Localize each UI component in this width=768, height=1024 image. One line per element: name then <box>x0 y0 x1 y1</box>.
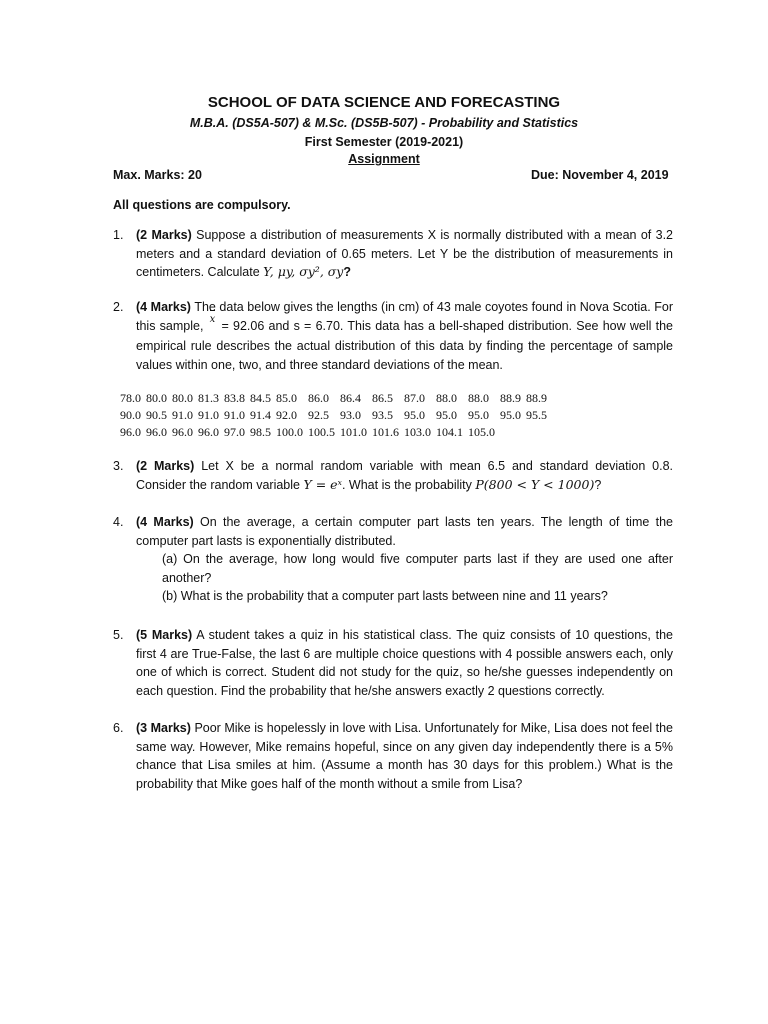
question-text: Let X be a normal random variable with mean 6.5 and standard deviation 0.8. Consider the random variable <box>136 459 674 492</box>
page-title: SCHOOL OF DATA SCIENCE AND FORECASTING <box>207 94 561 111</box>
coyote-lengths-table <box>120 390 552 441</box>
question-text: The data below gives the lengths (in cm) of 43 male coyotes found in Nova Scotia. For this sample, <box>136 300 673 333</box>
table-cell: 95.0 <box>404 408 425 422</box>
table-cell: 91.0 <box>224 408 245 422</box>
course-subtitle: M.B.A. (DS5A-507) & M.Sc. (DS5B-507) - Probability and Statistics <box>189 116 579 130</box>
table-cell: 80.0 <box>172 391 193 405</box>
table-cell: 80.0 <box>146 391 167 405</box>
question-math-variable: Y = eˣ <box>303 476 342 492</box>
question-text-continued: . What is the probability <box>341 477 472 492</box>
table-cell: 96.0 <box>120 425 141 439</box>
question-2 <box>113 298 673 374</box>
question-text: Suppose a distribution of measurements X is normally distributed with a mean of 3.2 meters and a standard deviation of 0.65 meters. Let Y be the distribution of measurements in centimeters. Calculate <box>136 228 674 279</box>
table-cell: 87.0 <box>404 391 425 405</box>
question-text: Poor Mike is hopelessly in love with Lisa. Unfortunately for Mike, Lisa does not feel the same way. However, Mike remains hopeful, since on any given day independently there is a 5% chance that Lisa smiles at him. (Assume a month has 30 days for this problem.) What is the probability that Mike goes half of the month without a smile from Lisa? <box>136 721 673 791</box>
question-math: Y, μy, σy², σy <box>263 264 344 279</box>
table-cell: 97.0 <box>224 425 245 439</box>
table-cell: 96.0 <box>198 425 219 439</box>
table-cell: 91.0 <box>198 408 219 422</box>
table-cell: 92.0 <box>276 408 297 422</box>
sample-mean-symbol: x <box>208 311 218 330</box>
table-cell: 81.3 <box>198 391 219 405</box>
table-cell: 95.0 <box>468 408 489 422</box>
question-marks: (4 Marks) <box>136 515 194 529</box>
question-number: 1. <box>113 228 124 242</box>
question-3 <box>113 457 673 494</box>
question-part-a: (a) On the average, how long would five computer parts last if they are used one after another? <box>162 552 673 585</box>
question-number: 4. <box>113 515 124 529</box>
table-cell: 95.5 <box>526 408 547 422</box>
table-cell: 98.5 <box>250 425 271 439</box>
table-cell: 100.5 <box>308 425 335 439</box>
question-text-continued: = 92.06 and s = 6.70. This data has a bell-shaped distribution. See how well the empirical rule describes the actual distribution of this data by finding the percentage of sample values within one, two, and three standard deviations of the mean. <box>136 318 673 372</box>
table-cell: 101.0 <box>340 425 367 439</box>
table-cell: 90.5 <box>146 408 167 422</box>
table-cell: 100.0 <box>276 425 303 439</box>
table-cell: 88.9 <box>500 391 521 405</box>
table-cell: 86.4 <box>340 391 361 405</box>
table-cell: 88.0 <box>436 391 457 405</box>
table-cell: 101.6 <box>372 425 399 439</box>
question-1 <box>113 226 673 282</box>
question-marks: (4 Marks) <box>136 300 191 314</box>
question-mark: ? <box>343 265 352 279</box>
question-4 <box>113 513 673 606</box>
table-row <box>120 424 552 441</box>
table-cell: 91.4 <box>250 408 271 422</box>
table-cell: 88.0 <box>468 391 489 405</box>
question-text: A student takes a quiz in his statistical class. The quiz consists of 10 questions, the first 4 are True-False, the last 6 are multiple choice questions with 4 possible answers each, only one of which is correct. Student did not study for the quiz, so he/she guesses independently on each question. Find the probability that he/she answers exactly 2 questions correctly. <box>136 628 673 698</box>
assignment-heading: Assignment <box>348 152 420 166</box>
table-row <box>120 390 552 407</box>
table-cell: 103.0 <box>404 425 431 439</box>
question-number: 5. <box>113 628 124 642</box>
question-number: 6. <box>113 721 124 735</box>
table-cell: 93.5 <box>372 408 393 422</box>
question-text: On the average, a certain computer part lasts ten years. The length of time the computer part lasts is exponentially distributed. <box>136 515 673 548</box>
table-cell: 105.0 <box>468 425 495 439</box>
question-marks: (2 Marks) <box>136 459 195 473</box>
question-marks: (2 Marks) <box>136 228 192 242</box>
table-cell: 96.0 <box>146 425 167 439</box>
question-math-probability: P(800 < Y < 1000) <box>475 476 595 492</box>
table-row <box>120 407 552 424</box>
table-cell: 95.0 <box>500 408 521 422</box>
question-number: 2. <box>113 300 124 314</box>
table-cell: 86.0 <box>308 391 329 405</box>
question-marks: (5 Marks) <box>136 628 193 642</box>
coyote-table-body <box>120 390 552 441</box>
question-6 <box>113 719 673 793</box>
table-cell: 95.0 <box>436 408 457 422</box>
table-cell: 90.0 <box>120 408 141 422</box>
question-marks: (3 Marks) <box>136 721 191 735</box>
table-cell: 91.0 <box>172 408 193 422</box>
semester-line: First Semester (2019-2021) <box>304 135 464 149</box>
table-cell: 96.0 <box>172 425 193 439</box>
question-number: 3. <box>113 459 124 473</box>
table-cell: 88.9 <box>526 391 547 405</box>
table-cell: 84.5 <box>250 391 271 405</box>
table-cell: 93.0 <box>340 408 361 422</box>
table-cell: 78.0 <box>120 391 141 405</box>
table-cell: 92.5 <box>308 408 329 422</box>
table-cell: 83.8 <box>224 391 245 405</box>
max-marks: Max. Marks: 20 <box>113 168 202 182</box>
table-cell: 86.5 <box>372 391 393 405</box>
question-mark: ? <box>594 477 602 492</box>
question-5 <box>113 626 673 700</box>
due-date: Due: November 4, 2019 <box>531 168 669 182</box>
instructions: All questions are compulsory. <box>113 198 291 212</box>
table-cell: 85.0 <box>276 391 297 405</box>
table-cell: 104.1 <box>436 425 463 439</box>
question-part-b: (b) What is the probability that a computer part lasts between nine and 11 years? <box>162 589 608 603</box>
